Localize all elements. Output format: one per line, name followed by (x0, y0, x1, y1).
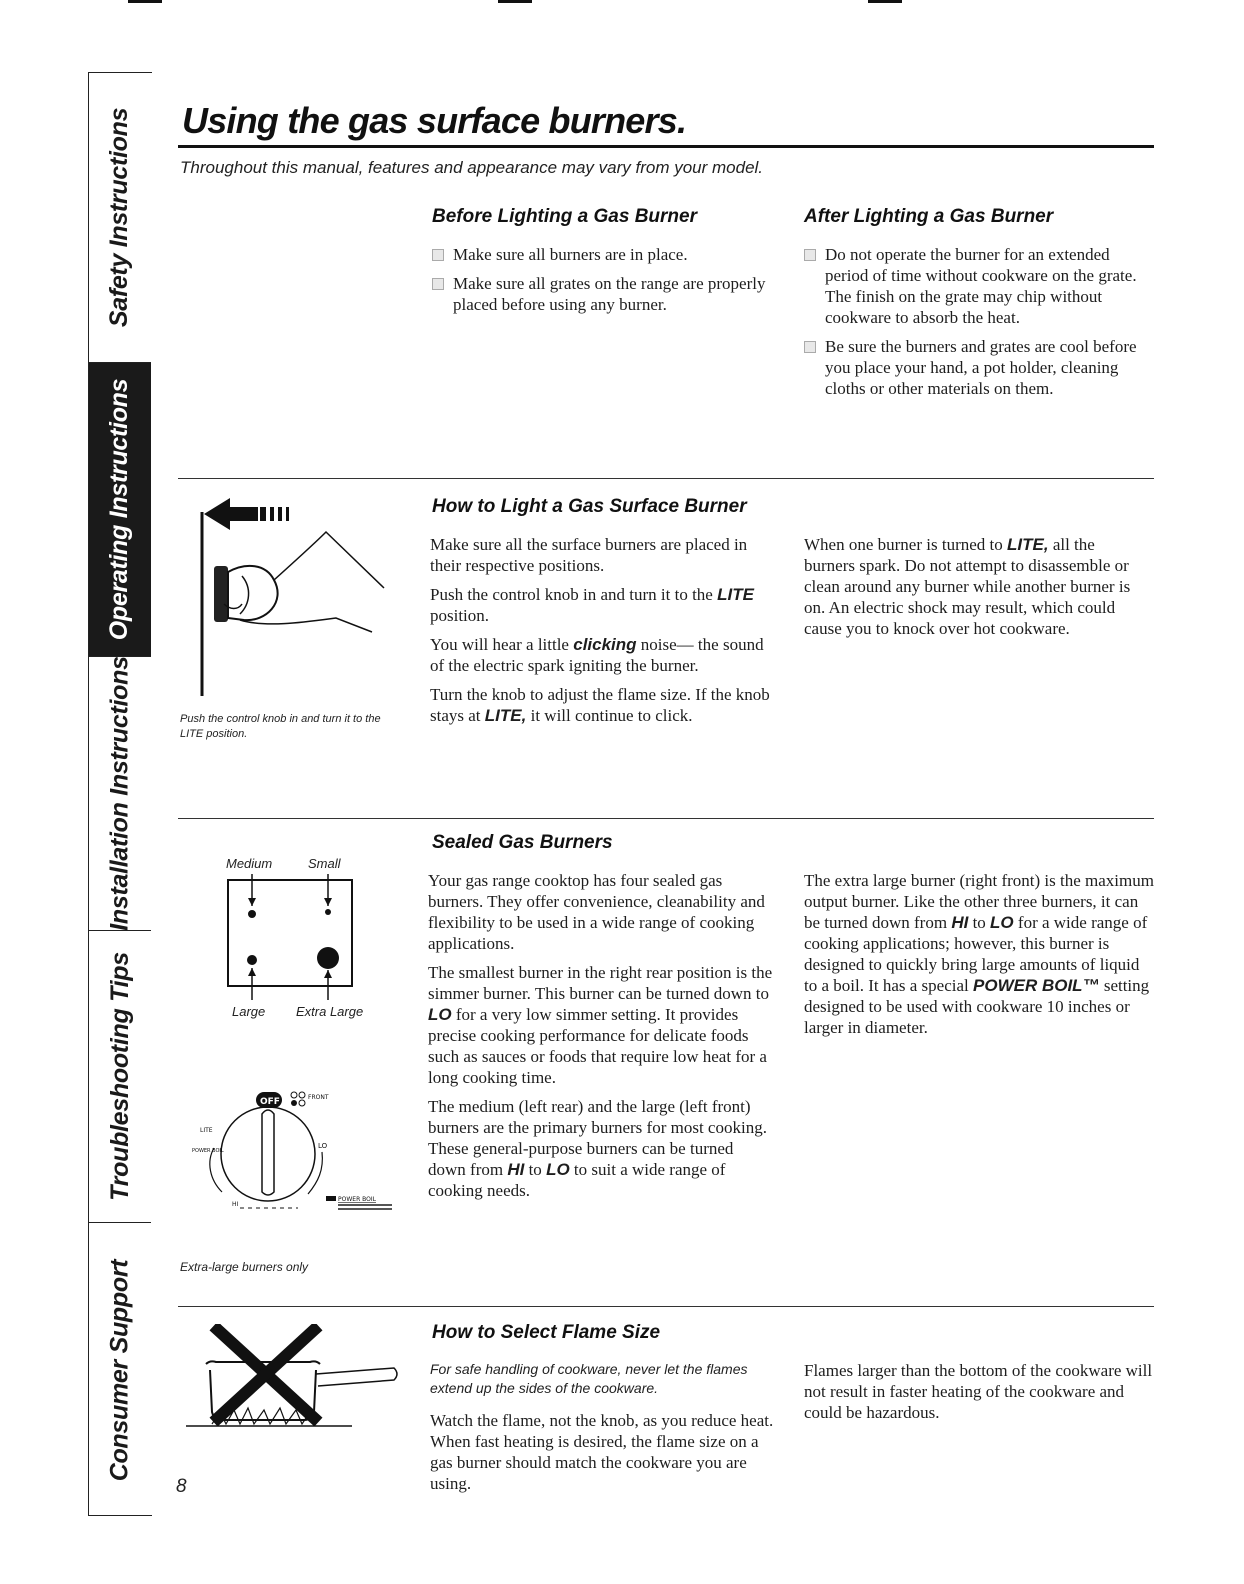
after-lighting-list (804, 244, 1154, 407)
label-medium: Medium (226, 856, 273, 871)
paragraph: Watch the flame, not the knob, as you reduce heat. When fast heating is desired, the flame size on a gas burner should match the cookware you are using. (430, 1411, 774, 1493)
list-item: Make sure all burners are in place. (432, 244, 777, 265)
knob-power-boil-setting-label: POWER BOIL (338, 1196, 376, 1203)
page-number: 8 (176, 1476, 187, 1497)
after-lighting-heading: After Lighting a Gas Burner (804, 206, 1054, 227)
how-to-light-warning (804, 534, 1144, 647)
section-divider (178, 1306, 1154, 1307)
knob-off-label: OFF (260, 1097, 280, 1107)
control-knob-diagram (190, 1084, 404, 1216)
label-large: Large (232, 1004, 266, 1019)
crop-mark (128, 0, 162, 3)
paragraph: The medium (left rear) and the large (left front) burners are the primary burners for most cooking. These general-purpose burners can be turned down from HI to LO to suit a wide range of cooking needs. (428, 1097, 767, 1200)
tab-label: Troubleshooting Tips (105, 952, 134, 1201)
knob-lo-label: LO (318, 1142, 328, 1150)
tab-troubleshooting-tips[interactable] (89, 931, 151, 1223)
knob-power-boil-label: POWER BOIL (192, 1148, 224, 1154)
knob-front-label: FRONT (308, 1094, 329, 1101)
how-to-light-heading: How to Light a Gas Surface Burner (432, 496, 747, 517)
before-lighting-heading: Before Lighting a Gas Burner (432, 206, 697, 227)
knob-lite-label: LITE (200, 1127, 213, 1134)
paragraph: When one burner is turned to LITE, all the burners spark. Do not attempt to disassemble or clean around any burner while another burner is on. An electric shock may result, which could cause you to knock over hot cookware. (804, 535, 1131, 638)
tab-installation-instructions[interactable] (89, 657, 151, 931)
knob-hi-label: HI (232, 1201, 239, 1208)
paragraph: The extra large burner (right front) is the maximum output burner. Like the other three burners, it can be turned down from HI to LO for a wide range of cooking applications; however, this burner is designed to quickly bring large amounts of liquid to a boil. It has a special POWER BOIL™ setting designed to be used with cookware 10 inches or larger in diameter. (804, 871, 1154, 1037)
burner-layout-diagram (208, 854, 380, 1022)
paragraph: The smallest burner in the right rear position is the simmer burner. This burner can be turned down to LO for a very low simmer setting. It provides precise cooking performance for delicate foods such as sauces or foods that require low heat for a long cooking time. (428, 963, 773, 1087)
how-to-light-text (430, 534, 775, 734)
paragraph: Flames larger than the bottom of the cookware will not result in faster heating of the cookware and could be hazardous. (804, 1361, 1153, 1422)
list-item: Be sure the burners and grates are cool before you place your hand, a pot holder, cleaning cloths or other materials on them. (804, 336, 1154, 399)
crop-mark (868, 0, 902, 3)
paragraph: Turn the knob to adjust the flame size. If the knob stays at LITE, it will continue to click. (430, 685, 770, 725)
page-subtitle: Throughout this manual, features and appearance may vary from your model. (180, 158, 764, 177)
page-title: Using the gas surface burners. (182, 100, 687, 141)
tab-consumer-support[interactable] (89, 1223, 151, 1517)
before-lighting-list (432, 244, 777, 323)
label-extra-large: Extra Large (296, 1004, 364, 1019)
tab-label: Installation Instructions (105, 656, 134, 931)
bullet-icon (804, 249, 816, 261)
crop-mark (498, 0, 532, 3)
oversized-flame-illustration (182, 1324, 404, 1434)
flame-safety-note: For safe handling of cookware, never let the flames extend up the sides of the cookware. (430, 1361, 748, 1396)
list-item: Do not operate the burner for an extended period of time without cookware on the grate. The finish on the grate may chip without cookware to absorb the heat. (804, 244, 1154, 328)
paragraph: Make sure all the surface burners are placed in their respective positions. (430, 535, 748, 575)
tab-safety-instructions[interactable] (89, 73, 151, 363)
tab-label: Operating Instructions (105, 378, 134, 641)
sealed-burners-heading: Sealed Gas Burners (432, 832, 613, 853)
bullet-icon (432, 278, 444, 290)
tab-label: Safety Instructions (105, 107, 134, 328)
section-divider (178, 478, 1154, 479)
flame-size-heading: How to Select Flame Size (432, 1322, 661, 1343)
section-tabs (88, 72, 152, 1516)
bullet-icon (804, 341, 816, 353)
section-divider (178, 818, 1154, 819)
extra-large-caption: Extra-large burners only (180, 1260, 309, 1274)
paragraph: Your gas range cooktop has four sealed gas burners. They offer convenience, cleanability and flexibility to be used in a wide range of cooking applications. (428, 871, 765, 953)
bullet-icon (432, 249, 444, 261)
title-rule (178, 145, 1154, 148)
knob-caption: Push the control knob in and turn it to the LITE position. (180, 713, 381, 740)
extra-large-burner-text (804, 870, 1154, 1046)
list-item: Make sure all grates on the range are properly placed before using any burner. (432, 273, 777, 315)
label-small: Small (308, 856, 341, 871)
sealed-burners-text (428, 870, 773, 1209)
flame-size-text (430, 1360, 775, 1502)
flame-size-warning (804, 1360, 1154, 1431)
tab-operating-instructions[interactable] (89, 363, 151, 657)
paragraph: Push the control knob in and turn it to the LITE position. (430, 585, 754, 625)
knob-push-illustration (196, 492, 402, 702)
paragraph: You will hear a little clicking noise— the sound of the electric spark igniting the burner. (430, 635, 764, 675)
tab-label: Consumer Support (105, 1259, 134, 1481)
